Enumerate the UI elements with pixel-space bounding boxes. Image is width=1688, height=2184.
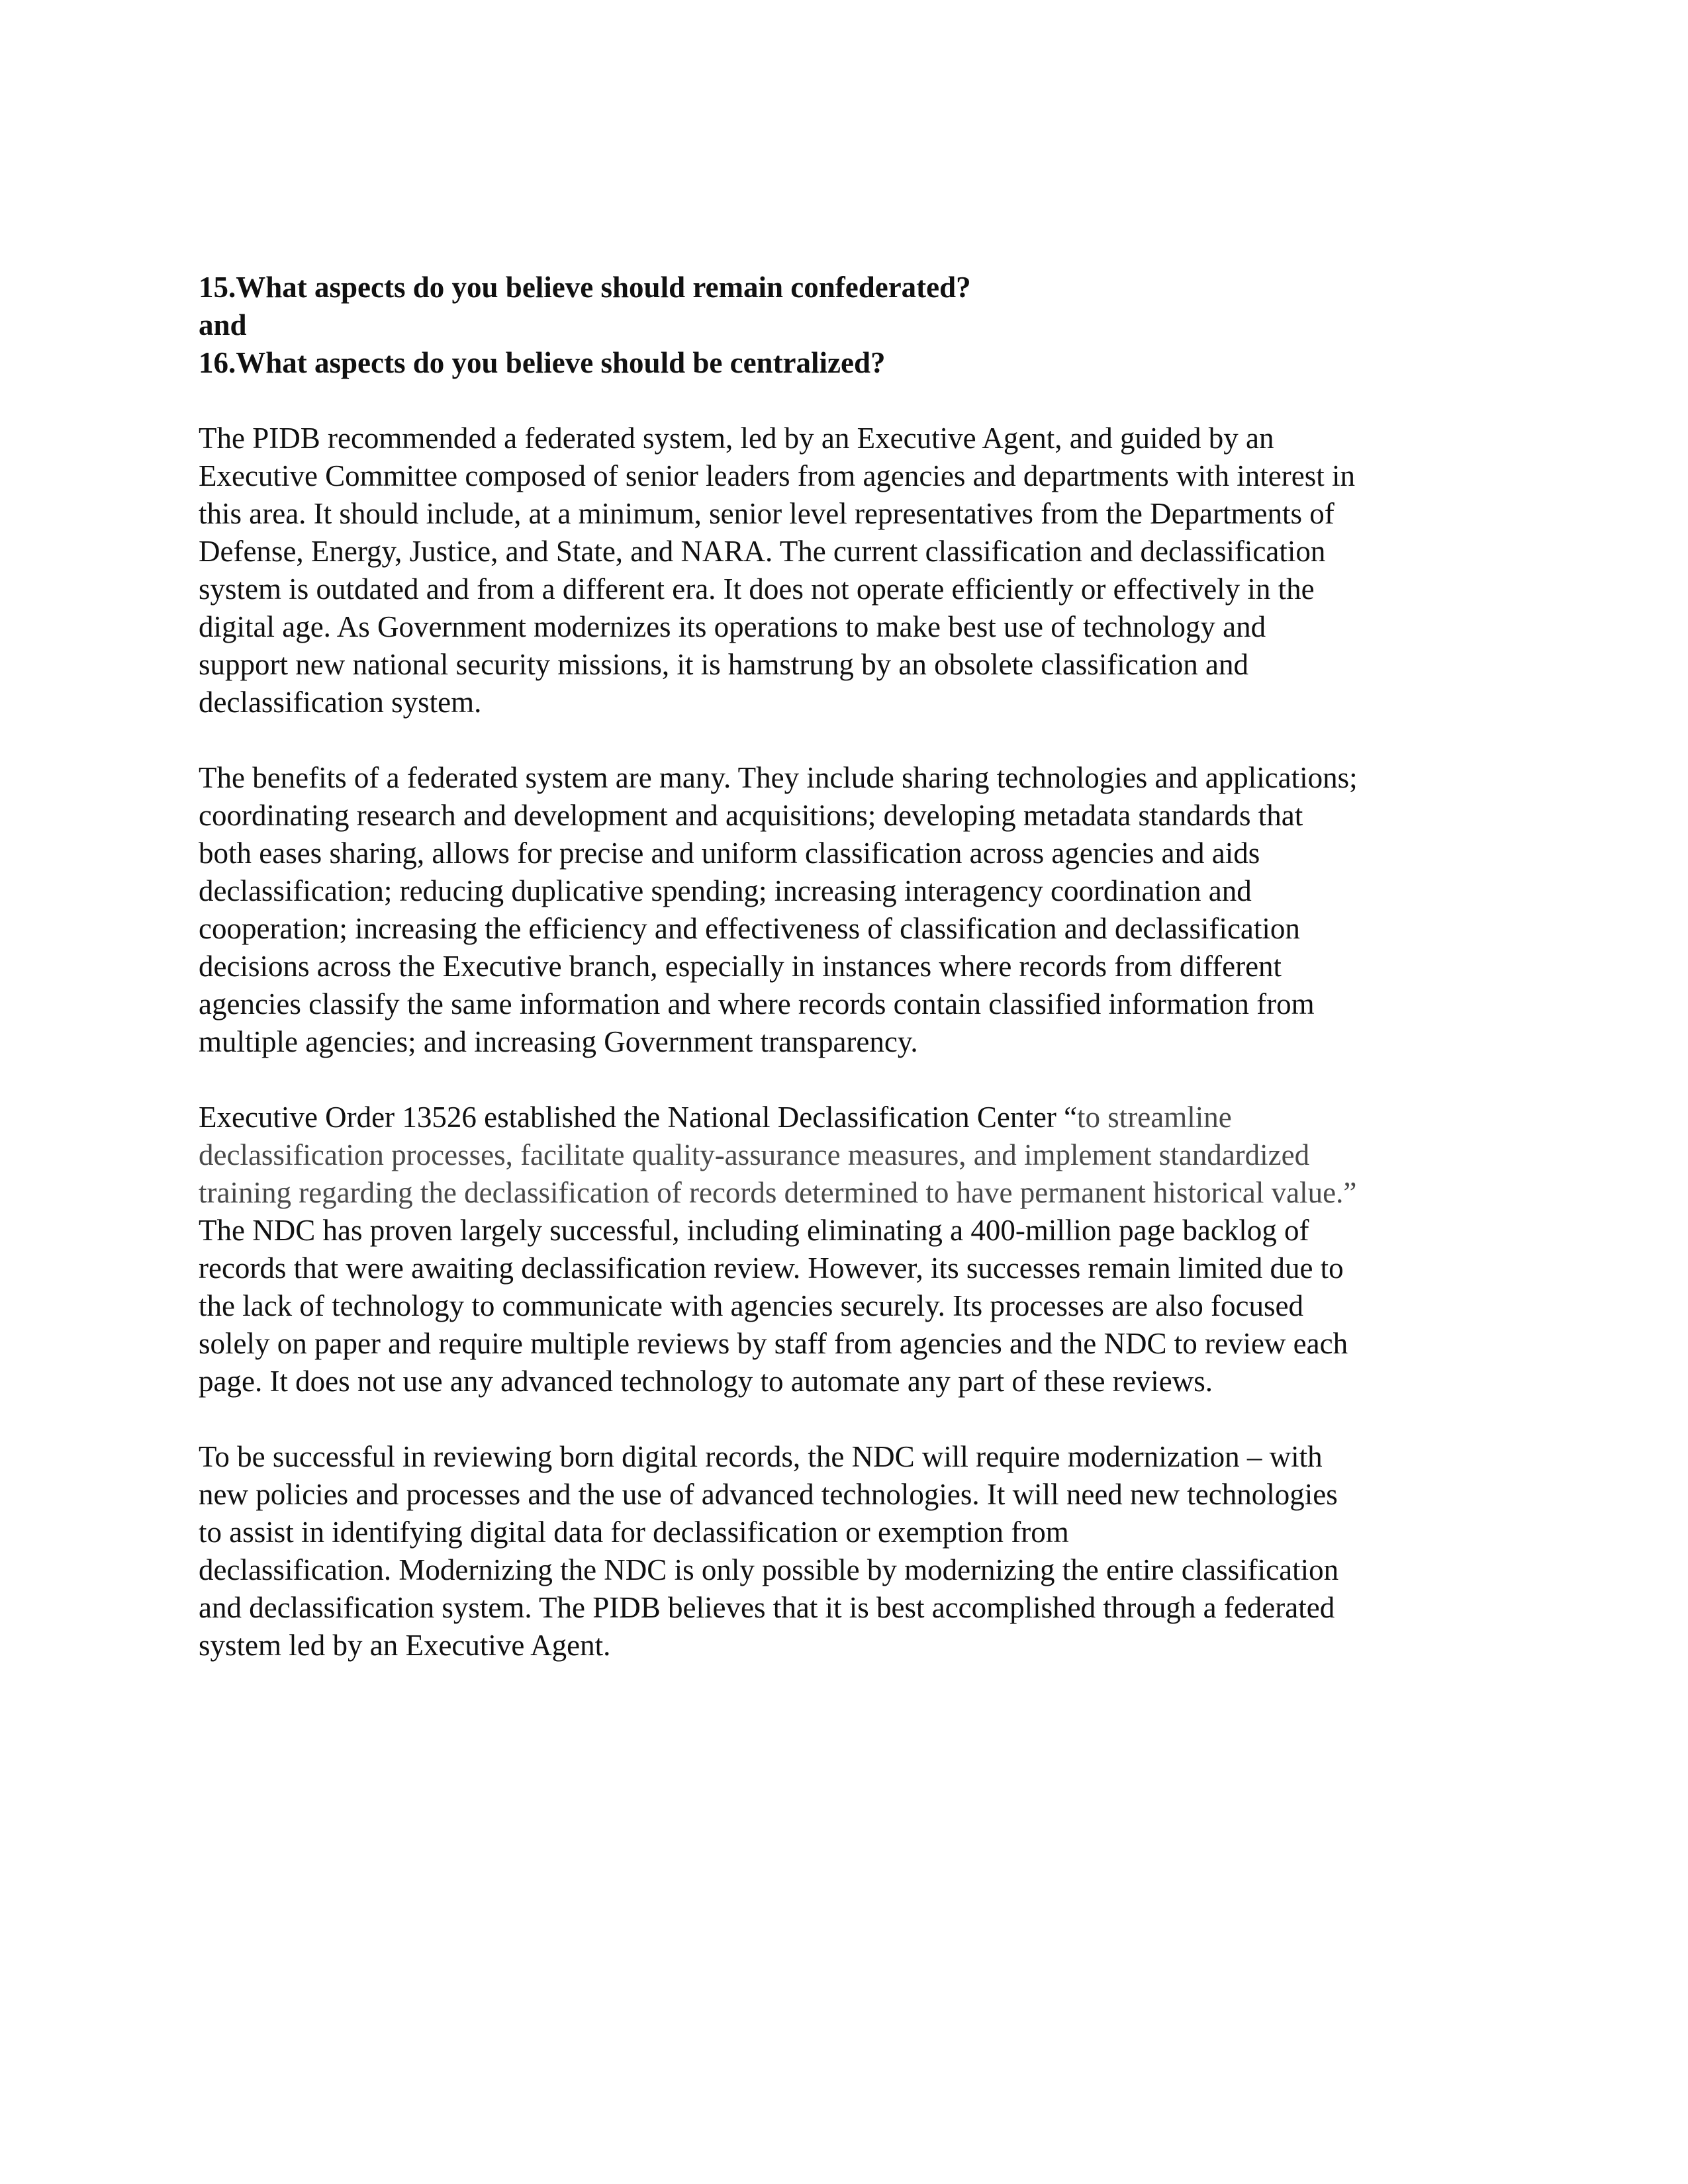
paragraph-line: the lack of technology to communicate with agencies securely. Its processes are also focused: [199, 1289, 1303, 1322]
paragraph-line: system led by an Executive Agent.: [199, 1629, 611, 1662]
paragraph-line: coordinating research and development and acquisitions; developing metadata standards that: [199, 799, 1303, 832]
paragraph-benefits: [199, 759, 1489, 1061]
paragraph-line: Defense, Energy, Justice, and State, and NARA. The current classification and declassification: [199, 535, 1326, 568]
paragraph-line: The benefits of a federated system are many. They include sharing technologies and applications;: [199, 761, 1358, 794]
spacer: [199, 721, 1489, 759]
paragraph-line: digital age. As Government modernizes its operations to make best use of technology and: [199, 610, 1266, 643]
paragraph-line: declassification system.: [199, 686, 482, 719]
paragraph-line: agencies classify the same information and where records contain classified information from: [199, 987, 1315, 1021]
spacer: [199, 1400, 1489, 1438]
paragraph-line: to assist in identifying digital data for declassification or exemption from: [199, 1516, 1069, 1549]
paragraph-line: The PIDB recommended a federated system, led by an Executive Agent, and guided by an: [199, 422, 1274, 455]
paragraph-ndc: [199, 1099, 1489, 1400]
paragraph-line: [199, 1099, 1489, 1136]
paragraph-line: system is outdated and from a different era. It does not operate efficiently or effectively in the: [199, 572, 1315, 606]
paragraph-line: solely on paper and require multiple reviews by staff from agencies and the NDC to review each: [199, 1327, 1348, 1360]
paragraph-line: cooperation; increasing the efficiency and effectiveness of classification and declassification: [199, 912, 1300, 945]
paragraph-line: both eases sharing, allows for precise and uniform classification across agencies and aids: [199, 837, 1260, 870]
paragraph-line: decisions across the Executive branch, especially in instances where records from different: [199, 950, 1282, 983]
paragraph-line: support new national security missions, it is hamstrung by an obsolete classification and: [199, 648, 1248, 681]
paragraph-federated-system: [199, 420, 1489, 721]
paragraph-line: Executive Committee composed of senior leaders from agencies and departments with interest in: [199, 459, 1355, 492]
paragraph-line: The NDC has proven largely successful, including eliminating a 400-million page backlog of: [199, 1214, 1309, 1247]
spacer: [199, 1061, 1489, 1099]
heading-question-16: 16.What aspects do you believe should be centralized?: [199, 346, 886, 379]
paragraph-line-start: Executive Order 13526 established the National Declassification Center “: [199, 1101, 1078, 1134]
heading-question-15: 15.What aspects do you believe should remain confederated?: [199, 271, 971, 304]
paragraph-line: this area. It should include, at a minimum, senior level representatives from the Departments of: [199, 497, 1335, 530]
paragraph-line: and declassification system. The PIDB believes that it is best accomplished through a federated: [199, 1591, 1335, 1624]
executive-order-quote: to streamline: [1077, 1101, 1232, 1134]
paragraph-modernization: [199, 1438, 1489, 1664]
question-headings: [199, 269, 1489, 382]
heading-and: and: [199, 308, 247, 341]
paragraph-line: records that were awaiting declassification review. However, its successes remain limited due to: [199, 1251, 1344, 1285]
paragraph-line: new policies and processes and the use of advanced technologies. It will need new technologies: [199, 1478, 1338, 1511]
paragraph-line: declassification; reducing duplicative spending; increasing interagency coordination and: [199, 874, 1252, 907]
paragraph-line: declassification. Modernizing the NDC is only possible by modernizing the entire classification: [199, 1553, 1339, 1586]
executive-order-quote: declassification processes, facilitate quality-assurance measures, and implement standardized: [199, 1138, 1310, 1171]
spacer: [199, 382, 1489, 420]
executive-order-quote: training regarding the declassification of records determined to have permanent historical value.”: [199, 1176, 1357, 1209]
paragraph-line: page. It does not use any advanced technology to automate any part of these reviews.: [199, 1365, 1213, 1398]
paragraph-line: To be successful in reviewing born digital records, the NDC will require modernization – with: [199, 1440, 1323, 1473]
paragraph-line: multiple agencies; and increasing Government transparency.: [199, 1025, 918, 1058]
document-body: [199, 269, 1489, 1664]
